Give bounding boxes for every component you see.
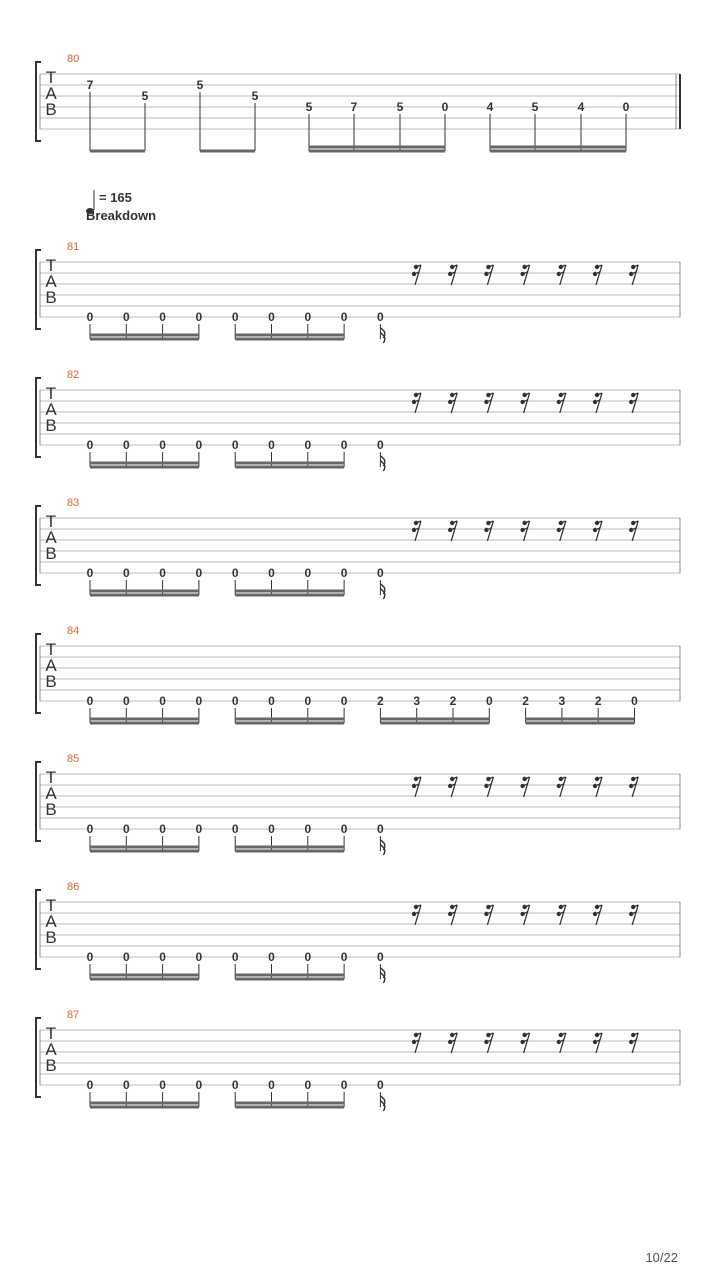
fret-number: 0 bbox=[159, 438, 166, 452]
tab-clef-letter: A bbox=[45, 272, 57, 291]
tab-clef-letter: A bbox=[45, 656, 57, 675]
fret-number: 0 bbox=[304, 1078, 312, 1092]
fret-number: 0 bbox=[159, 822, 166, 836]
fret-number: 0 bbox=[268, 438, 275, 452]
tab-clef-letter: A bbox=[45, 912, 57, 931]
fret-number: 0 bbox=[377, 822, 384, 836]
fret-number: 0 bbox=[268, 950, 275, 964]
fret-number: 0 bbox=[231, 694, 239, 708]
measure-number: 86 bbox=[67, 881, 80, 893]
fret-number: 0 bbox=[304, 438, 312, 452]
measure-number: 85 bbox=[67, 753, 80, 765]
fret-number: 0 bbox=[631, 694, 638, 708]
note-flag bbox=[380, 584, 384, 599]
fret-number: 0 bbox=[231, 950, 239, 964]
fret-number: 0 bbox=[231, 438, 239, 452]
fret-number: 0 bbox=[377, 438, 384, 452]
note-flag bbox=[380, 456, 384, 471]
fret-number: 3 bbox=[558, 694, 566, 708]
fret-number: 7 bbox=[86, 78, 94, 92]
tab-clef-letter: A bbox=[45, 528, 57, 547]
fret-number: 5 bbox=[396, 100, 404, 114]
fret-number: 0 bbox=[441, 100, 449, 114]
fret-number: 5 bbox=[305, 100, 313, 114]
fret-number: 0 bbox=[268, 1078, 275, 1092]
fret-number: 0 bbox=[231, 1078, 239, 1092]
fret-number: 5 bbox=[251, 89, 259, 103]
fret-number: 0 bbox=[122, 950, 130, 964]
fret-number: 0 bbox=[86, 438, 94, 452]
fret-number: 0 bbox=[304, 950, 312, 964]
fret-number: 0 bbox=[622, 100, 630, 114]
fret-number: 0 bbox=[485, 694, 493, 708]
fret-number: 0 bbox=[340, 438, 348, 452]
fret-number: 0 bbox=[159, 566, 166, 580]
tab-clef-letter: T bbox=[45, 512, 57, 531]
fret-number: 3 bbox=[413, 694, 421, 708]
fret-number: 0 bbox=[122, 822, 130, 836]
fret-number: 0 bbox=[195, 950, 203, 964]
tab-clef-letter: T bbox=[45, 256, 57, 275]
fret-number: 2 bbox=[594, 694, 602, 708]
fret-number: 2 bbox=[522, 694, 529, 708]
tab-clef-letter: B bbox=[45, 928, 57, 947]
fret-number: 0 bbox=[377, 950, 384, 964]
fret-number: 0 bbox=[195, 566, 203, 580]
fret-number: 7 bbox=[350, 100, 358, 114]
fret-number: 0 bbox=[86, 694, 94, 708]
fret-number: 0 bbox=[159, 1078, 166, 1092]
fret-number: 0 bbox=[122, 1078, 130, 1092]
section-label: Breakdown bbox=[86, 208, 157, 223]
fret-number: 0 bbox=[195, 438, 203, 452]
measure-number: 82 bbox=[67, 369, 80, 381]
fret-number: 0 bbox=[159, 950, 166, 964]
tab-clef-letter: B bbox=[45, 800, 57, 819]
fret-number: 0 bbox=[268, 566, 275, 580]
tab-clef-letter: A bbox=[45, 400, 57, 419]
fret-number: 0 bbox=[340, 310, 348, 324]
fret-number: 2 bbox=[377, 694, 384, 708]
fret-number: 0 bbox=[377, 566, 384, 580]
fret-number: 0 bbox=[304, 822, 312, 836]
tempo-marking: = 165 bbox=[99, 190, 132, 205]
tab-clef-letter: A bbox=[45, 84, 57, 103]
tab-clef-letter: B bbox=[45, 544, 57, 563]
fret-number: 4 bbox=[577, 100, 585, 114]
fret-number: 0 bbox=[231, 310, 239, 324]
tab-clef-letter: T bbox=[45, 68, 57, 87]
fret-number: 0 bbox=[231, 566, 239, 580]
fret-number: 0 bbox=[304, 694, 312, 708]
fret-number: 0 bbox=[304, 566, 312, 580]
fret-number: 0 bbox=[86, 310, 94, 324]
fret-number: 4 bbox=[486, 100, 494, 114]
fret-number: 0 bbox=[122, 694, 130, 708]
fret-number: 0 bbox=[340, 566, 348, 580]
fret-number: 0 bbox=[340, 694, 348, 708]
tab-clef-letter: A bbox=[45, 784, 57, 803]
fret-number: 0 bbox=[195, 310, 203, 324]
measure-number: 84 bbox=[67, 625, 80, 637]
fret-number: 5 bbox=[141, 89, 149, 103]
fret-number: 0 bbox=[86, 566, 94, 580]
fret-number: 5 bbox=[196, 78, 204, 92]
note-flag bbox=[380, 328, 384, 343]
note-flag bbox=[380, 968, 384, 983]
tab-clef-letter: T bbox=[45, 1024, 57, 1043]
fret-number: 0 bbox=[159, 694, 166, 708]
fret-number: 0 bbox=[195, 822, 203, 836]
tab-clef-letter: T bbox=[45, 896, 57, 915]
fret-number: 0 bbox=[195, 694, 203, 708]
tab-clef-letter: T bbox=[45, 640, 57, 659]
fret-number: 0 bbox=[122, 438, 130, 452]
tab-clef-letter: T bbox=[45, 384, 57, 403]
fret-number: 0 bbox=[195, 1078, 203, 1092]
fret-number: 0 bbox=[377, 1078, 384, 1092]
fret-number: 0 bbox=[340, 822, 348, 836]
fret-number: 0 bbox=[340, 1078, 348, 1092]
fret-number: 0 bbox=[377, 310, 384, 324]
fret-number: 0 bbox=[231, 822, 239, 836]
fret-number: 0 bbox=[86, 950, 94, 964]
fret-number: 0 bbox=[159, 310, 166, 324]
tab-clef-letter: A bbox=[45, 1040, 57, 1059]
tab-clef-letter: B bbox=[45, 672, 57, 691]
fret-number: 0 bbox=[268, 822, 275, 836]
tab-clef-letter: T bbox=[45, 768, 57, 787]
fret-number: 5 bbox=[531, 100, 539, 114]
fret-number: 0 bbox=[122, 566, 130, 580]
fret-number: 2 bbox=[449, 694, 457, 708]
fret-number: 0 bbox=[86, 822, 94, 836]
tab-clef-letter: B bbox=[45, 288, 57, 307]
measure-number: 80 bbox=[67, 53, 80, 65]
note-flag bbox=[380, 1096, 384, 1111]
measure-number: 83 bbox=[67, 497, 80, 509]
tab-clef-letter: B bbox=[45, 416, 57, 435]
tab-clef-letter: B bbox=[45, 100, 57, 119]
fret-number: 0 bbox=[86, 1078, 94, 1092]
fret-number: 0 bbox=[122, 310, 130, 324]
note-flag bbox=[380, 840, 384, 855]
measure-number: 81 bbox=[67, 241, 80, 253]
page-number: 10/22 bbox=[645, 1250, 678, 1265]
fret-number: 0 bbox=[268, 310, 275, 324]
tab-clef-letter: B bbox=[45, 1056, 57, 1075]
measure-number: 87 bbox=[67, 1009, 80, 1021]
fret-number: 0 bbox=[304, 310, 312, 324]
fret-number: 0 bbox=[340, 950, 348, 964]
fret-number: 0 bbox=[268, 694, 275, 708]
